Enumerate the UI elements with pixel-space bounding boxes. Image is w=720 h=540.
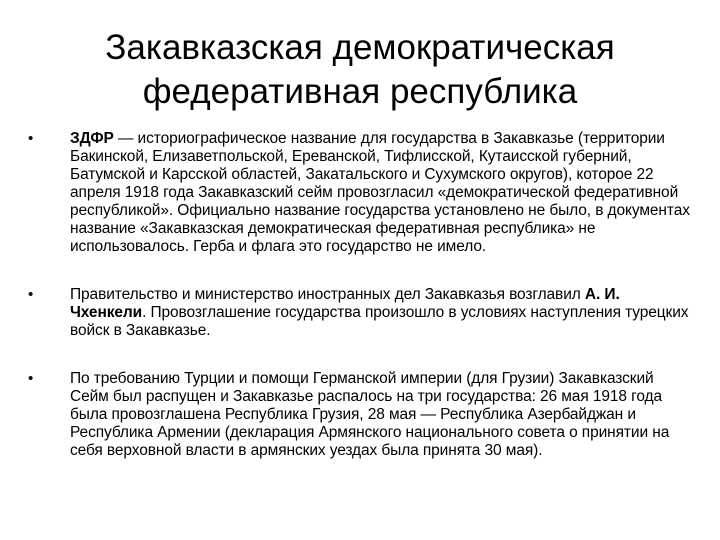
bullet-2-text-before: Правительство и министерство иностранных дел Закавказья возглавил xyxy=(70,286,585,303)
bullet-marker: • xyxy=(28,130,34,147)
slide-title-line-2: федеративная республика xyxy=(142,72,578,111)
bullet-item-3 xyxy=(24,370,694,460)
bullet-list xyxy=(24,130,694,460)
bullet-1-lead: ЗДФР xyxy=(70,130,114,147)
bullet-2-text-after: . Провозглашение государства произошло в условиях наступления турецких войск в Закавказье. xyxy=(70,304,689,339)
slide-title-line-1: Закавказская демократическая xyxy=(105,28,615,67)
bullet-marker: • xyxy=(28,370,34,387)
bullet-1-text: — историографическое название для государства в Закавказье (территории Бакинской, Елизаветпольской, Ереванской, Тифлисской, Кутаисской губерний, Батумской и Карсской областей, Закатальского и Сухумского округов), которое 22 апреля 1918 года Закавказский сейм провозгласил «демократической федеративной республикой». Официально название государства установлено не было, в документах название «Закавказская демократическая федеративная республика» не использовалось. Герба и флага это государство не имело. xyxy=(70,130,690,255)
bullet-2-bold-name: А. И. Чхенкели xyxy=(70,286,620,321)
bullet-marker: • xyxy=(28,286,34,303)
bullet-item-1 xyxy=(24,130,694,256)
bullet-3-text: По требованию Турции и помощи Германской империи (для Грузии) Закавказский Сейм был распущен и Закавказье распалось на три государства: 26 мая 1918 года была провозглашена Республика Грузия, 28 мая — Республика Азербайджан и Республика Армении (декларация Армянского национального совета о принятии на себя верховной власти в армянских уездах была принята 30 мая). xyxy=(70,370,670,459)
slide-title xyxy=(40,26,680,114)
bullet-item-2 xyxy=(24,286,694,340)
